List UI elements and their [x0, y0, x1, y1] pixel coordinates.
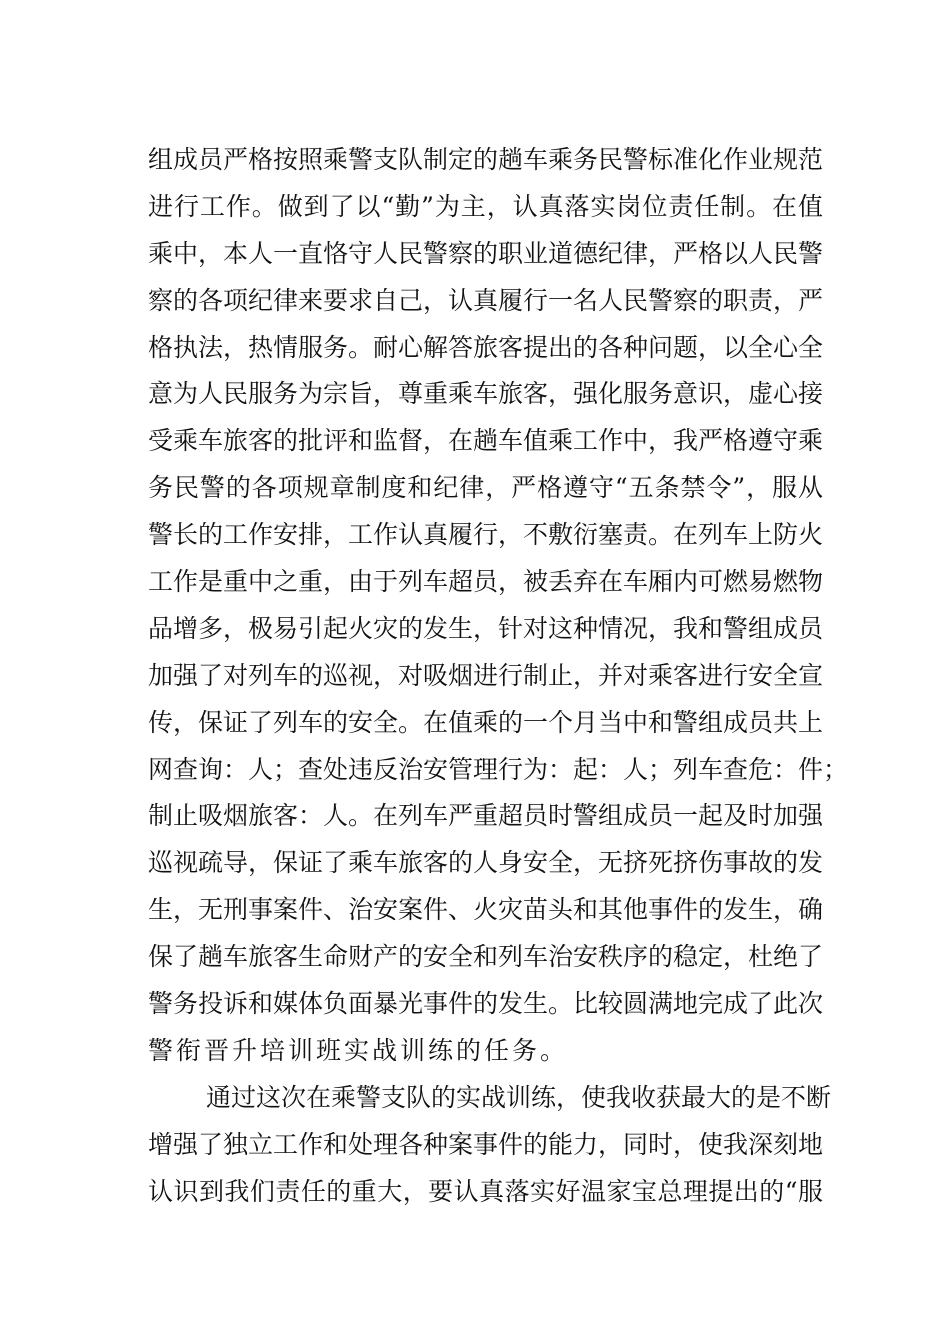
- text-line: 增强了独立工作和处理各种案事件的能力，同时，使我深刻地: [148, 1129, 824, 1159]
- text-line: 加强了对列车的巡视，对吸烟进行制止，并对乘客进行安全宣: [148, 660, 824, 690]
- document-page: [148, 137, 849, 1215]
- text-line: 意为人民服务为宗旨，尊重乘车旅客，强化服务意识，虚心接: [148, 379, 824, 409]
- text-line: 警衔晋升培训班实战训练的任务。: [148, 1035, 569, 1065]
- text-line: 乘中，本人一直恪守人民警察的职业道德纪律，严格以人民警: [148, 238, 824, 268]
- text-line: 务民警的各项规章制度和纪律，严格遵守“五条禁令”，服从: [148, 473, 823, 503]
- paragraph-2: [148, 1075, 832, 1216]
- text-line: 保了趟车旅客生命财产的安全和列车治安秩序的稳定，杜绝了: [148, 942, 824, 972]
- text-line: 格执法，热情服务。耐心解答旅客提出的各种问题，以全心全: [148, 332, 824, 362]
- text-line: 察的各项纪律来要求自己，认真履行一名人民警察的职责，严: [148, 285, 824, 315]
- text-line: 认识到我们责任的重大，要认真落实好温家宝总理提出的“服: [148, 1176, 823, 1206]
- text-line: 通过这次在乘警支队的实战训练，使我收获最大的是不断: [206, 1082, 832, 1112]
- text-line: 品增多，极易引起火灾的发生，针对这种情况，我和警组成员: [148, 613, 824, 643]
- text-line: 生，无刑事案件、治安案件、火灾苗头和其他事件的发生，确: [148, 895, 824, 925]
- text-line: 进行工作。做到了以“勤”为主，认真落实岗位责任制。在值: [148, 191, 823, 221]
- text-line: 制止吸烟旅客：人。在列车严重超员时警组成员一起及时加强: [148, 801, 824, 831]
- paragraph-1: [148, 137, 849, 1075]
- text-line: 传，保证了列车的安全。在值乘的一个月当中和警组成员共上: [148, 707, 824, 737]
- text-line: 组成员严格按照乘警支队制定的趟车乘务民警标准化作业规范: [148, 145, 824, 174]
- text-line: 工作是重中之重，由于列车超员，被丢弃在车厢内可燃易燃物: [148, 567, 824, 597]
- text-line: 警长的工作安排，工作认真履行，不敷衍塞责。在列车上防火: [148, 520, 824, 550]
- text-line: 网查询：人；查处违反治安管理行为：起：人；列车查危：件；: [148, 754, 849, 784]
- text-line: 受乘车旅客的批评和监督，在趟车值乘工作中，我严格遵守乘: [148, 426, 824, 456]
- text-line: 巡视疏导，保证了乘车旅客的人身安全，无挤死挤伤事故的发: [148, 848, 824, 878]
- text-line: 警务投诉和媒体负面暴光事件的发生。比较圆满地完成了此次: [148, 989, 824, 1019]
